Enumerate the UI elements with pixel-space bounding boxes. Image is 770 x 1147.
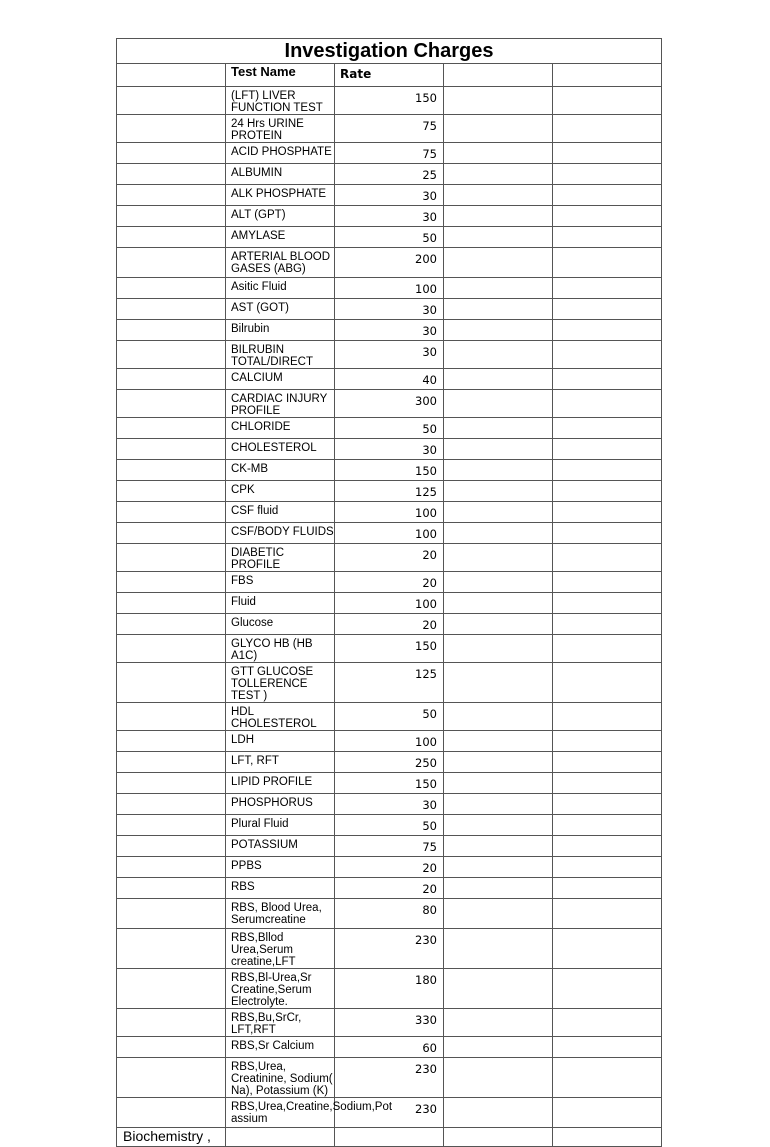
table-row — [117, 544, 662, 572]
table-row — [117, 439, 662, 460]
rate-cell: 300 — [335, 390, 444, 418]
rate-cell: 150 — [335, 460, 444, 481]
empty-cell — [553, 481, 662, 502]
empty-cell — [444, 969, 553, 1009]
empty-cell — [444, 115, 553, 143]
empty-cell — [553, 969, 662, 1009]
empty-cell — [117, 64, 226, 87]
empty-cell — [553, 929, 662, 969]
charges-table — [116, 38, 662, 1147]
empty-cell — [444, 773, 553, 794]
table-row — [117, 185, 662, 206]
rate-cell: 230 — [335, 929, 444, 969]
table-row — [117, 878, 662, 899]
empty-cell — [444, 663, 553, 703]
empty-cell — [444, 929, 553, 969]
rate-cell: 150 — [335, 87, 444, 115]
empty-cell — [117, 439, 226, 460]
rate-cell: 330 — [335, 1009, 444, 1037]
empty-cell — [117, 857, 226, 878]
table-row — [117, 969, 662, 1009]
empty-cell — [444, 614, 553, 635]
empty-cell — [553, 1037, 662, 1058]
empty-cell — [553, 572, 662, 593]
rate-cell: 75 — [335, 836, 444, 857]
empty-cell — [444, 185, 553, 206]
rate-cell: 30 — [335, 341, 444, 369]
table-row — [117, 278, 662, 299]
table-row — [117, 460, 662, 481]
empty-cell — [553, 523, 662, 544]
empty-cell — [117, 1009, 226, 1037]
empty-cell — [553, 752, 662, 773]
empty-cell — [117, 1037, 226, 1058]
table-row — [117, 164, 662, 185]
empty-cell — [553, 593, 662, 614]
test-name-cell: HDL CHOLESTEROL — [226, 703, 335, 731]
investigation-charges-sheet — [116, 38, 662, 1147]
empty-cell — [444, 206, 553, 227]
rate-header: Rate — [335, 64, 444, 87]
category-row — [117, 1128, 662, 1147]
test-name-cell: CALCIUM — [226, 369, 335, 390]
test-name-header: Test Name — [226, 64, 335, 87]
table-row — [117, 418, 662, 439]
test-name-cell: CHOLESTEROL — [226, 439, 335, 460]
rate-cell: 30 — [335, 185, 444, 206]
test-name-cell: CSF/BODY FLUIDS — [226, 523, 335, 544]
test-name-cell: RBS, Blood Urea, Serumcreatine — [226, 899, 335, 929]
table-row — [117, 369, 662, 390]
test-name-cell: GLYCO HB (HB A1C) — [226, 635, 335, 663]
test-name-cell: ALT (GPT) — [226, 206, 335, 227]
empty-cell — [553, 460, 662, 481]
test-name-cell: LIPID PROFILE — [226, 773, 335, 794]
table-row — [117, 836, 662, 857]
empty-cell — [117, 794, 226, 815]
table-row — [117, 1098, 662, 1128]
empty-cell — [444, 390, 553, 418]
test-name-cell: Glucose — [226, 614, 335, 635]
rate-cell: 100 — [335, 523, 444, 544]
rate-cell: 75 — [335, 115, 444, 143]
rate-cell: 80 — [335, 899, 444, 929]
empty-cell — [117, 115, 226, 143]
test-name-cell: ALK PHOSPHATE — [226, 185, 335, 206]
test-name-cell: BILRUBIN TOTAL/DIRECT — [226, 341, 335, 369]
empty-cell — [226, 1128, 335, 1147]
empty-cell — [553, 703, 662, 731]
empty-cell — [553, 87, 662, 115]
empty-cell — [444, 87, 553, 115]
table-row — [117, 731, 662, 752]
empty-cell — [444, 418, 553, 439]
empty-cell — [117, 1058, 226, 1098]
rate-cell: 50 — [335, 703, 444, 731]
empty-cell — [444, 369, 553, 390]
empty-cell — [553, 418, 662, 439]
empty-cell — [553, 544, 662, 572]
empty-cell — [553, 227, 662, 248]
rate-cell: 30 — [335, 794, 444, 815]
empty-cell — [117, 703, 226, 731]
empty-cell — [444, 299, 553, 320]
empty-cell — [444, 815, 553, 836]
empty-cell — [444, 1098, 553, 1128]
empty-cell — [444, 1009, 553, 1037]
empty-cell — [117, 899, 226, 929]
table-row — [117, 248, 662, 278]
empty-cell — [117, 227, 226, 248]
rate-cell: 30 — [335, 299, 444, 320]
table-row — [117, 572, 662, 593]
rate-cell: 125 — [335, 663, 444, 703]
empty-cell — [117, 143, 226, 164]
test-name-cell: AST (GOT) — [226, 299, 335, 320]
empty-cell — [553, 502, 662, 523]
header-row — [117, 64, 662, 87]
rate-cell: 20 — [335, 572, 444, 593]
rate-cell: 75 — [335, 143, 444, 164]
table-row — [117, 703, 662, 731]
empty-cell — [117, 614, 226, 635]
empty-cell — [553, 635, 662, 663]
table-row — [117, 857, 662, 878]
table-row — [117, 87, 662, 115]
empty-cell — [553, 878, 662, 899]
empty-cell — [444, 635, 553, 663]
table-row — [117, 390, 662, 418]
rate-cell: 25 — [335, 164, 444, 185]
empty-cell — [553, 64, 662, 87]
test-name-cell: RBS,Bu,SrCr, LFT,RFT — [226, 1009, 335, 1037]
test-name-cell: GTT GLUCOSE TOLLERENCE TEST ) — [226, 663, 335, 703]
empty-cell — [117, 320, 226, 341]
category-label: Biochemistry , — [117, 1128, 226, 1147]
empty-cell — [553, 115, 662, 143]
empty-cell — [553, 1098, 662, 1128]
empty-cell — [117, 248, 226, 278]
empty-cell — [117, 523, 226, 544]
test-name-cell: LDH — [226, 731, 335, 752]
empty-cell — [117, 752, 226, 773]
empty-cell — [553, 1128, 662, 1147]
empty-cell — [444, 593, 553, 614]
table-row — [117, 1037, 662, 1058]
empty-cell — [553, 815, 662, 836]
table-row — [117, 899, 662, 929]
test-name-cell: DIABETIC PROFILE — [226, 544, 335, 572]
empty-cell — [444, 502, 553, 523]
test-name-cell: CARDIAC INJURY PROFILE — [226, 390, 335, 418]
test-name-cell: PHOSPHORUS — [226, 794, 335, 815]
table-row — [117, 614, 662, 635]
rate-cell: 230 — [335, 1098, 444, 1128]
test-name-cell: Bilrubin — [226, 320, 335, 341]
empty-cell — [444, 836, 553, 857]
empty-cell — [553, 278, 662, 299]
empty-cell — [117, 418, 226, 439]
rate-cell: 100 — [335, 731, 444, 752]
table-row — [117, 299, 662, 320]
empty-cell — [117, 572, 226, 593]
test-name-cell: AMYLASE — [226, 227, 335, 248]
rate-cell: 30 — [335, 439, 444, 460]
empty-cell — [117, 390, 226, 418]
empty-cell — [117, 635, 226, 663]
test-name-cell: RBS,Bllod Urea,Serum creatine,LFT — [226, 929, 335, 969]
empty-cell — [553, 836, 662, 857]
empty-cell — [117, 1098, 226, 1128]
empty-cell — [444, 731, 553, 752]
empty-cell — [444, 899, 553, 929]
empty-cell — [117, 815, 226, 836]
empty-cell — [444, 143, 553, 164]
empty-cell — [553, 390, 662, 418]
table-row — [117, 143, 662, 164]
empty-cell — [553, 773, 662, 794]
empty-cell — [553, 1058, 662, 1098]
empty-cell — [444, 64, 553, 87]
empty-cell — [444, 703, 553, 731]
rate-cell: 20 — [335, 544, 444, 572]
rate-cell: 200 — [335, 248, 444, 278]
empty-cell — [117, 185, 226, 206]
empty-cell — [553, 341, 662, 369]
empty-cell — [117, 773, 226, 794]
empty-cell — [117, 929, 226, 969]
empty-cell — [117, 369, 226, 390]
rate-cell: 20 — [335, 614, 444, 635]
empty-cell — [117, 460, 226, 481]
test-name-cell: 24 Hrs URINE PROTEIN — [226, 115, 335, 143]
table-row — [117, 773, 662, 794]
empty-cell — [553, 663, 662, 703]
empty-cell — [117, 836, 226, 857]
empty-cell — [553, 248, 662, 278]
empty-cell — [117, 969, 226, 1009]
test-name-cell: POTASSIUM — [226, 836, 335, 857]
empty-cell — [553, 320, 662, 341]
table-row — [117, 227, 662, 248]
empty-cell — [117, 341, 226, 369]
empty-cell — [444, 1058, 553, 1098]
empty-cell — [117, 544, 226, 572]
empty-cell — [553, 899, 662, 929]
test-name-cell: ACID PHOSPHATE — [226, 143, 335, 164]
rate-cell: 100 — [335, 593, 444, 614]
table-row — [117, 593, 662, 614]
test-name-cell: RBS,Sr Calcium — [226, 1037, 335, 1058]
rate-cell: 40 — [335, 369, 444, 390]
empty-cell — [117, 299, 226, 320]
empty-cell — [444, 278, 553, 299]
empty-cell — [444, 481, 553, 502]
empty-cell — [444, 523, 553, 544]
test-name-cell: RBS — [226, 878, 335, 899]
table-row — [117, 523, 662, 544]
empty-cell — [553, 731, 662, 752]
table-row — [117, 502, 662, 523]
rate-cell: 150 — [335, 773, 444, 794]
rate-cell: 50 — [335, 418, 444, 439]
table-row — [117, 206, 662, 227]
empty-cell — [553, 439, 662, 460]
table-row — [117, 481, 662, 502]
table-row — [117, 929, 662, 969]
empty-cell — [444, 878, 553, 899]
empty-cell — [444, 1037, 553, 1058]
test-name-cell: CK-MB — [226, 460, 335, 481]
empty-cell — [553, 143, 662, 164]
rate-cell: 30 — [335, 320, 444, 341]
empty-cell — [444, 1128, 553, 1147]
empty-cell — [117, 731, 226, 752]
empty-cell — [117, 663, 226, 703]
empty-cell — [117, 502, 226, 523]
table-row — [117, 115, 662, 143]
empty-cell — [444, 320, 553, 341]
empty-cell — [117, 278, 226, 299]
test-name-cell: Fluid — [226, 593, 335, 614]
rate-cell: 100 — [335, 278, 444, 299]
rate-cell: 50 — [335, 815, 444, 836]
test-name-cell: CPK — [226, 481, 335, 502]
test-name-cell: LFT, RFT — [226, 752, 335, 773]
rate-cell: 230 — [335, 1058, 444, 1098]
empty-cell — [553, 369, 662, 390]
page-title: Investigation Charges — [117, 39, 662, 64]
empty-cell — [553, 299, 662, 320]
table-row — [117, 1058, 662, 1098]
test-name-cell: PPBS — [226, 857, 335, 878]
empty-cell — [444, 857, 553, 878]
rate-cell: 125 — [335, 481, 444, 502]
test-name-cell: RBS,Urea,Creatine,Sodium,Pot assium — [226, 1098, 335, 1128]
empty-cell — [444, 752, 553, 773]
empty-cell — [117, 206, 226, 227]
empty-cell — [117, 481, 226, 502]
empty-cell — [117, 878, 226, 899]
empty-cell — [553, 857, 662, 878]
empty-cell — [553, 185, 662, 206]
rate-cell: 50 — [335, 227, 444, 248]
table-row — [117, 752, 662, 773]
empty-cell — [553, 206, 662, 227]
test-name-cell: CHLORIDE — [226, 418, 335, 439]
empty-cell — [553, 794, 662, 815]
empty-cell — [553, 164, 662, 185]
table-row — [117, 815, 662, 836]
test-name-cell: Plural Fluid — [226, 815, 335, 836]
rate-cell: 60 — [335, 1037, 444, 1058]
empty-cell — [444, 794, 553, 815]
rate-cell: 100 — [335, 502, 444, 523]
table-row — [117, 663, 662, 703]
table-row — [117, 794, 662, 815]
empty-cell — [444, 572, 553, 593]
rate-cell: 250 — [335, 752, 444, 773]
test-name-cell: CSF fluid — [226, 502, 335, 523]
rate-cell: 20 — [335, 857, 444, 878]
test-name-cell: ALBUMIN — [226, 164, 335, 185]
empty-cell — [444, 460, 553, 481]
test-name-cell: FBS — [226, 572, 335, 593]
empty-cell — [117, 593, 226, 614]
empty-cell — [553, 614, 662, 635]
test-name-cell: RBS,Bl-Urea,Sr Creatine,Serum Electrolyte. — [226, 969, 335, 1009]
empty-cell — [444, 439, 553, 460]
empty-cell — [335, 1128, 444, 1147]
empty-cell — [117, 87, 226, 115]
table-row — [117, 320, 662, 341]
empty-cell — [444, 164, 553, 185]
empty-cell — [444, 544, 553, 572]
test-name-cell: Asitic Fluid — [226, 278, 335, 299]
empty-cell — [553, 1009, 662, 1037]
rate-cell: 30 — [335, 206, 444, 227]
test-name-cell: RBS,Urea, Creatinine, Sodium( Na), Potassium (K) — [226, 1058, 335, 1098]
test-name-cell: ARTERIAL BLOOD GASES (ABG) — [226, 248, 335, 278]
rate-cell: 150 — [335, 635, 444, 663]
empty-cell — [444, 248, 553, 278]
rate-cell: 180 — [335, 969, 444, 1009]
empty-cell — [444, 341, 553, 369]
empty-cell — [444, 227, 553, 248]
empty-cell — [117, 164, 226, 185]
table-row — [117, 341, 662, 369]
rate-cell: 20 — [335, 878, 444, 899]
table-row — [117, 635, 662, 663]
table-row — [117, 1009, 662, 1037]
test-name-cell: (LFT) LIVER FUNCTION TEST — [226, 87, 335, 115]
